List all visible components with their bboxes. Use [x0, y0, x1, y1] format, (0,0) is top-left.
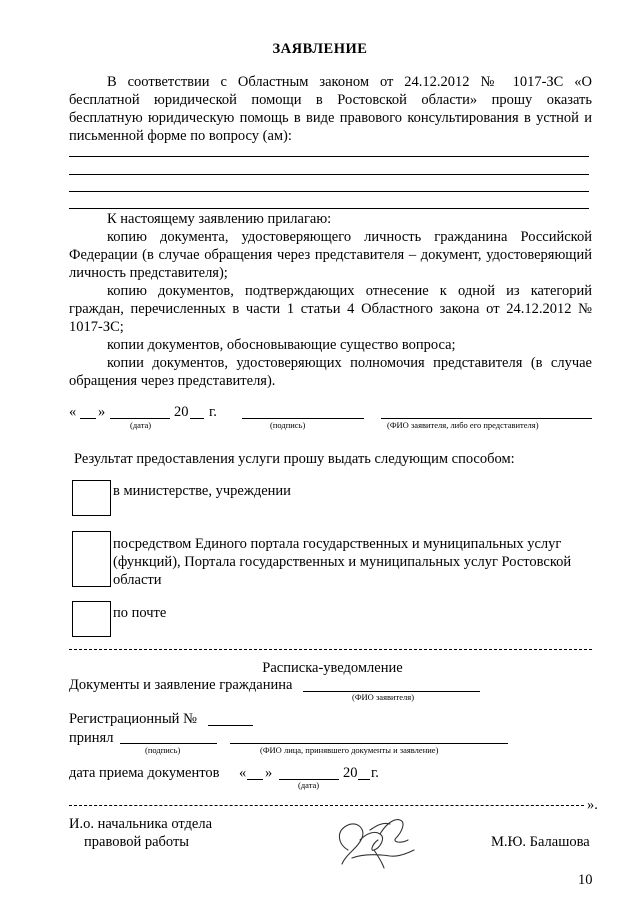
official-title: И.о. начальника отдела: [69, 816, 213, 832]
attachment-item: копию документов, подтверждающих отнесение к одной из категорий граждан, перечисленных в части 1 статьи 4 Областного закона от 24.12.2012 № 1017-ЗС;: [69, 283, 592, 335]
page-number: 10: [578, 872, 593, 888]
receipt-sig-caption: (подпись): [145, 745, 181, 755]
question-line-2: [69, 174, 589, 175]
option-checkbox-portal[interactable]: [72, 531, 111, 587]
receipt-end-mark: ».: [587, 797, 598, 813]
question-line-1: [69, 156, 589, 157]
document-title: ЗАЯВЛЕНИЕ: [272, 41, 368, 57]
receipt-end-line: [69, 805, 584, 806]
option-label-ministry: в министерстве, учреждении: [113, 483, 291, 499]
fio-line: [381, 418, 592, 419]
receipt-open-quote: «: [239, 765, 247, 781]
date-caption: (дата): [130, 420, 152, 430]
sign-month-line: [110, 418, 170, 419]
receipt-reg-line: [208, 725, 253, 726]
attachments-block: [69, 210, 592, 390]
receipt-reg-label: Регистрационный №: [69, 711, 197, 727]
option-checkbox-ministry[interactable]: [72, 480, 111, 516]
official-title-2: правовой работы: [84, 834, 190, 850]
signature-caption: (подпись): [270, 420, 306, 430]
receipt-accepted-label: принял: [69, 730, 114, 746]
receipt-date-label: дата приема документов: [69, 765, 220, 781]
fio-caption: (ФИО заявителя, либо его представителя): [387, 420, 539, 430]
attachments-heading: К настоящему заявлению прилагаю:: [107, 211, 332, 227]
receipt-date-caption: (дата): [298, 780, 320, 790]
receipt-year-prefix: 20: [343, 765, 358, 781]
receipt-sig-line: [120, 743, 217, 744]
cut-line: [69, 649, 592, 650]
attachment-item: копию документа, удостоверяющего личность гражданина Российской Федерации (в случае обращения через представителя – документ, удостоверяющий личность представителя);: [69, 229, 592, 281]
sign-year-prefix: 20: [174, 404, 189, 420]
question-line-4: [69, 208, 589, 209]
intro-paragraph: [69, 73, 592, 145]
receipt-year-suffix: г.: [371, 765, 379, 781]
receipt-fio-line: [230, 743, 508, 744]
sign-year-suffix: г.: [209, 404, 217, 420]
sign-open-quote: «: [69, 404, 77, 420]
attachment-item: копии документов, обосновывающие существо вопроса;: [107, 337, 456, 353]
signature-line: [242, 418, 364, 419]
receipt-close-quote: »: [265, 765, 273, 781]
receipt-fio-caption: (ФИО лица, принявшего документы и заявление): [260, 745, 439, 755]
question-line-3: [69, 191, 589, 192]
official-name: М.Ю. Балашова: [491, 834, 590, 850]
receipt-docs-caption: (ФИО заявителя): [352, 692, 415, 702]
intro-text: В соответствии с Областным законом от 24.12.2012 № 1017-ЗС «О бесплатной юридической помощи в Ростовской области» прошу оказать бесплатную юридическую помощь в виде правового консультирования в устной и письменной форме по вопросу (ам):: [69, 74, 592, 144]
option-label-mail: по почте: [113, 605, 167, 621]
receipt-title: Расписка-уведомление: [262, 660, 403, 676]
result-heading: Результат предоставления услуги прошу выдать следующим способом:: [74, 451, 515, 467]
sign-day-line: [80, 418, 96, 419]
option-checkbox-mail[interactable]: [72, 601, 111, 637]
receipt-docs-label: Документы и заявление гражданина: [69, 677, 293, 693]
receipt-day-line: [247, 779, 263, 780]
receipt-year-line: [358, 779, 370, 780]
sign-year-line: [190, 418, 204, 419]
attachment-item: копии документов, удостоверяющих полномочия представителя (в случае обращения через представителя).: [69, 355, 592, 389]
handwritten-signature: [330, 810, 420, 872]
sign-close-quote: »: [98, 404, 106, 420]
option-label-portal: посредством Единого портала государственных и муниципальных услуг (функций), Портала государственных и муниципальных услуг Ростовской области: [113, 536, 572, 588]
